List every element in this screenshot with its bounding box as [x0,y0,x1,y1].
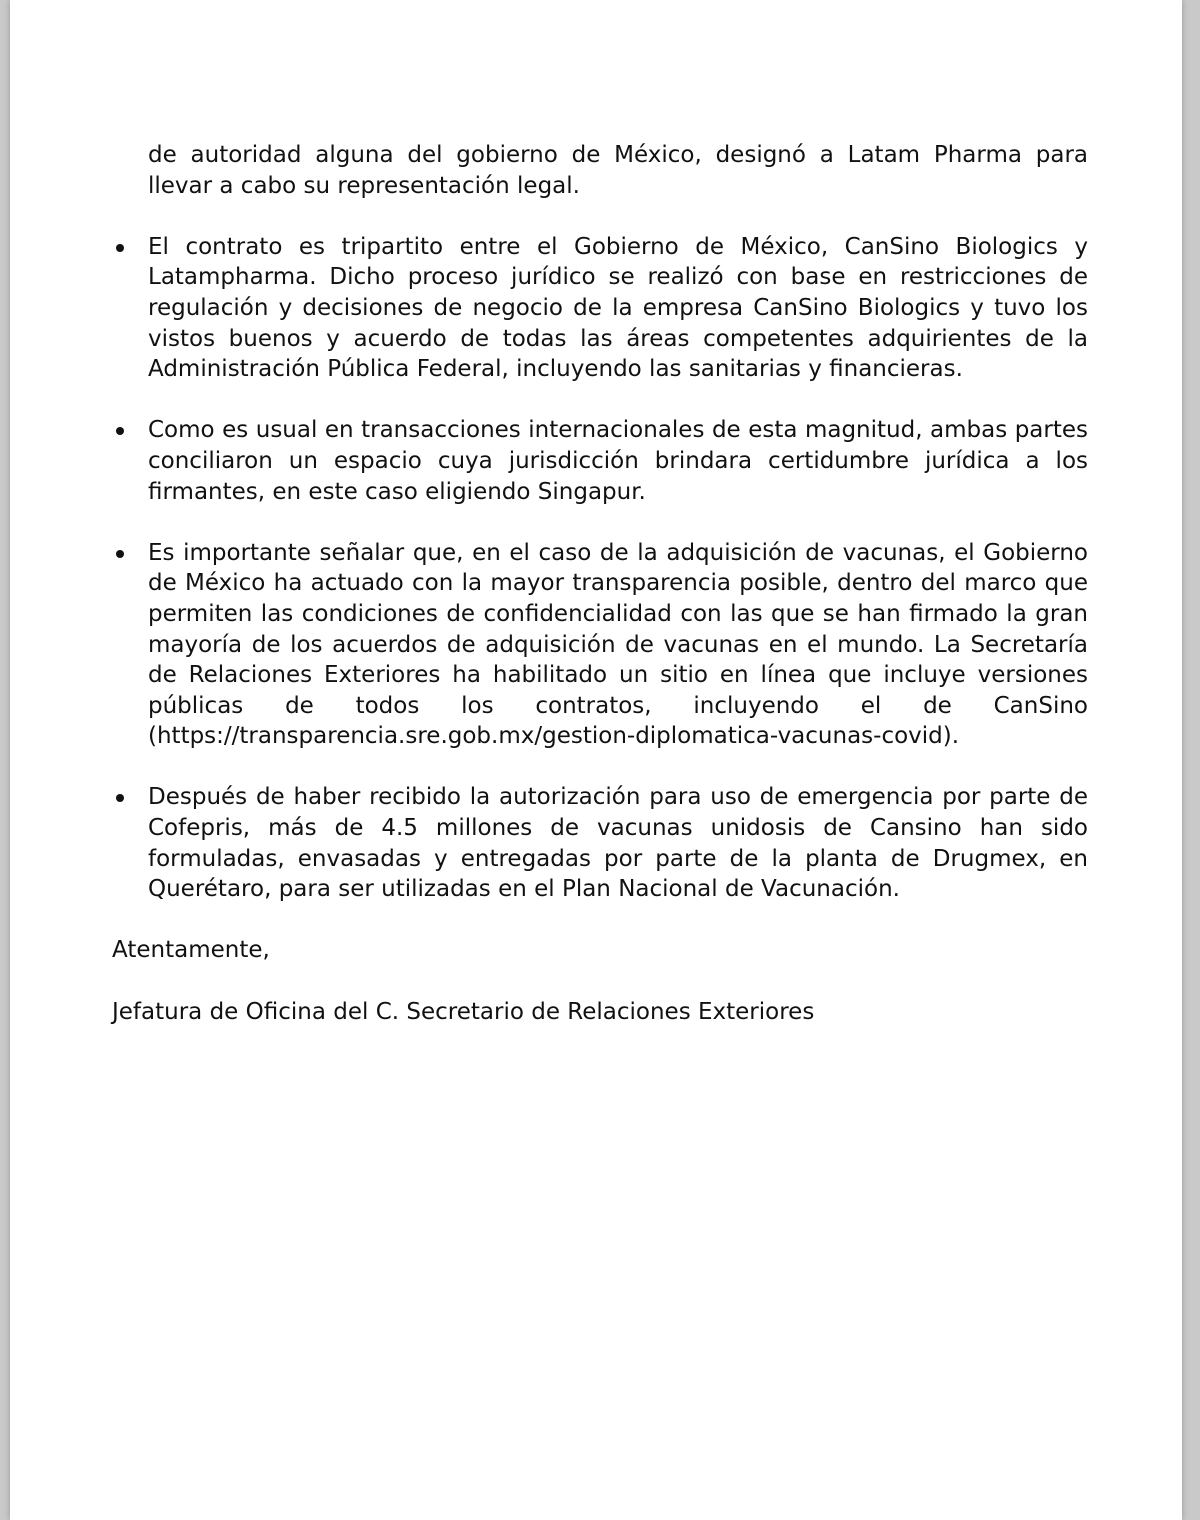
bullet-dot-icon [116,794,124,802]
bullet-item-vaccines-delivered [112,782,1088,904]
intro-paragraph: de autoridad alguna del gobierno de México, designó a Latam Pharma para llevar a cabo su representación legal. [148,142,1088,199]
bullet-dot-icon [116,244,124,252]
bullet-item-contract [112,232,1088,385]
bullet-text: Después de haber recibido la autorización para uso de emergencia por parte de Cofepris, más de 4.5 millones de vacunas unidosis de Cansino han sido formuladas, envasadas y entregadas por parte de la planta de Drugmex, en Querétaro, para ser utilizadas en el Plan Nacional de Vacunación. [148,784,1088,903]
bullet-dot-icon [116,427,124,435]
bullet-text: Como es usual en transacciones internacionales de esta magnitud, ambas partes conciliaron un espacio cuya jurisdicción brindara certidumbre jurídica a los firmantes, en este caso eligiendo Singapur. [148,417,1088,505]
document-body [112,140,1088,1027]
bullet-item-jurisdiction [112,415,1088,507]
bullet-dot-icon [116,550,124,558]
signature-line: Jefatura de Oficina del C. Secretario de Relaciones Exteriores [112,998,815,1025]
bullet-text: Es importante señalar que, en el caso de la adquisición de vacunas, el Gobierno de México ha actuado con la mayor transparencia posible, dentro del marco que permiten las condiciones de confidencialidad con las que se han firmado la gran mayoría de los acuerdos de adquisición de vacunas en el mundo. La Secretaría de Relaciones Exteriores ha habilitado un sitio en línea que incluye versiones públicas de todos los contratos, incluyendo el de CanSino (https://transparencia.sre.gob.mx/gestion-diplomatica-vacunas-covid). [148,539,1088,750]
document-page [10,0,1182,1520]
bullet-item-transparency [112,538,1088,752]
bullet-text: El contrato es tripartito entre el Gobierno de México, CanSino Biologics y Latampharma. Dicho proceso jurídico se realizó con base en restricciones de regulación y decisiones de negocio de la empresa CanSino Biologics y tuvo los vistos buenos y acuerdo de todas las áreas competentes adquirientes de la Administración Pública Federal, incluyendo las sanitarias y financieras. [148,233,1088,383]
closing-salutation: Atentamente, [112,937,270,964]
